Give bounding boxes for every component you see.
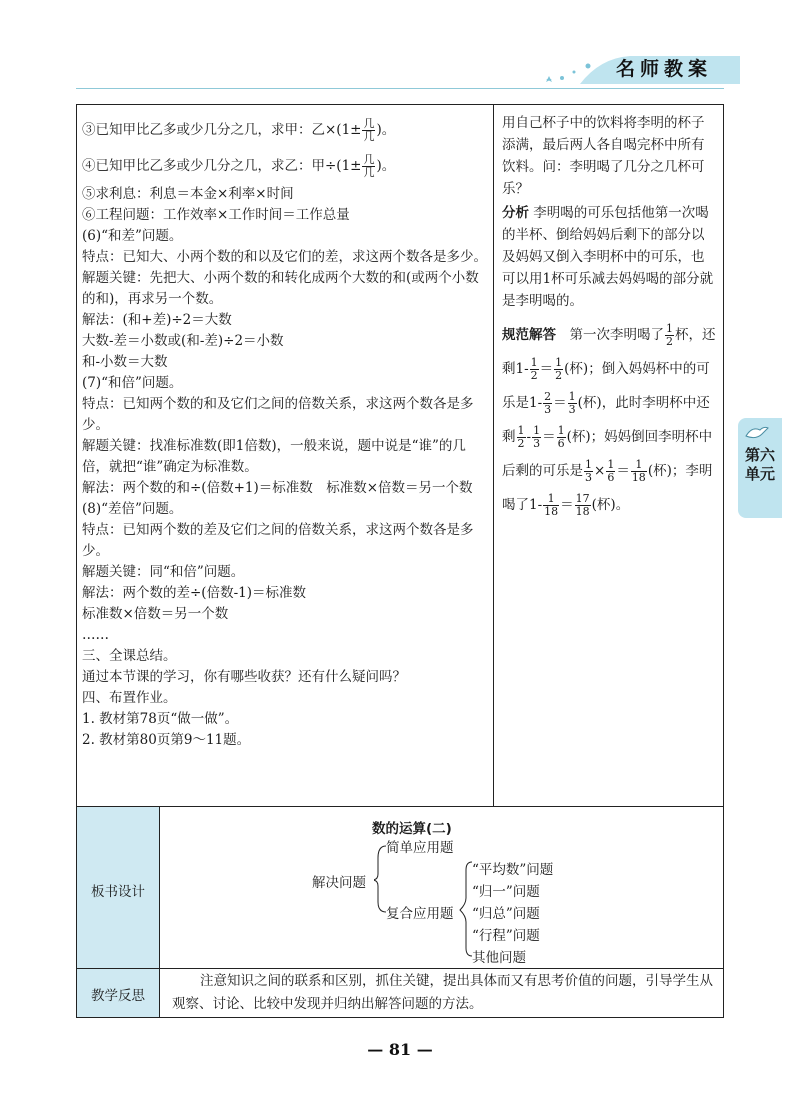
section-heading: 四、布置作业。 [82,690,177,706]
text-line: …… [82,627,109,643]
text-line: 解题关键：先把大、小两个数的和转化成两个大数的和(或两个小数的和)，再求另一个数。 [82,270,479,307]
text-line: 解法：两个数的差÷(倍数-1)＝标准数 [82,585,306,601]
row-divider [76,806,724,807]
text-line: 大数-差＝小数或(和-差)÷2＝小数 [82,333,284,349]
text-line: 和-小数＝大数 [82,354,168,370]
text-line: 通过本节课的学习，你有哪些收获？还有什么疑问吗？ [82,669,406,685]
answer-label: 规范解答 [502,327,556,343]
board-title: 数的运算(二) [372,821,452,837]
problem-text: 用自己杯子中的饮料将李明的杯子添满，最后两人各自喝完杯中所有饮料。问：李明喝了几分之几杯可乐？ [502,115,705,197]
board-brace-diagram [374,836,484,962]
board-root-node: 解决问题 [312,875,366,891]
lesson-left-column [82,112,490,751]
bird-icon [744,422,770,442]
fraction: $\frac{1}{18}$ [544,492,559,518]
section-heading: (8)“差倍”问题。 [82,501,183,517]
fraction: $\frac{2}{3}$ [544,390,552,416]
column-divider [493,104,494,806]
fraction: $\frac{1}{2}$ [517,424,525,450]
fraction: $\frac{1}{3}$ [533,424,541,450]
homework-item: 2. 教材第80页第9～11题。 [82,732,251,748]
answer-block: 规范解答 第一次李明喝了 $\frac{1}{2}$ 杯，还剩1- $\frac{1}{2}$ ＝ $\frac{1}{2}$ (杯)；倒入妈妈杯中的可乐是1- $\frac{2}{3}$ ＝ $\frac{1}{3}$ (杯)，此时李明杯中还剩 $\frac{1}{2}$ - $\frac{1}{3}$ ＝ $\frac{1}{6}$ (杯)；妈妈倒回李明杯中后剩的可乐是 $\frac{1}{3}$ × $\frac{1}{6}$ ＝ $\frac{1}{18}$ (杯)；李明喝了1- $\frac{1}{18}$ ＝ $\frac{17}{18}$ (杯)。 [502,322,716,518]
header-title: 名师教案 [616,58,713,80]
text-line: 特点：已知两个数的差及它们之间的倍数关系，求这两个数各是多少。 [82,522,474,559]
fraction: $\frac{\text{几}}{\text{几}}$ [363,117,375,143]
text-line: 特点：已知两个数的和及它们之间的倍数关系，求这两个数各是多少。 [82,396,474,433]
board-leaf-item: 其他问题 [472,950,526,966]
header-rule [76,88,724,89]
text-line: 解法：(和+差)÷2＝大数 [82,312,232,328]
board-complex-node: 复合应用题 [386,906,454,922]
formula-line: ④已知甲比乙多或少几分之几，求乙：甲÷(1± $\frac{\text{几}}{\text{几}}$ )。 [82,153,396,179]
board-leaf-item: “行程”问题 [472,928,540,944]
board-leaf-item: “归一”问题 [472,884,540,900]
section-heading: 三、全课总结。 [82,648,177,664]
fraction: $\frac{1}{6}$ [607,458,615,484]
text-line: 解题关键：找准标准数(即1倍数)，一般来说，题中说是“谁”的几倍，就把“谁”确定为标准数。 [82,438,466,475]
fraction: $\frac{\text{几}}{\text{几}}$ [363,153,375,179]
text-line: ⑤求利息：利息＝本金×利率×时间 [82,186,294,202]
label-column-divider [159,806,160,1018]
fraction: $\frac{1}{6}$ [557,424,565,450]
reflection-label: 教学反思 [91,988,145,1004]
fraction: $\frac{1}{2}$ [555,356,563,382]
analysis-block [502,202,716,312]
text-line: 标准数×倍数＝另一个数 [82,606,229,622]
fraction: $\frac{1}{18}$ [631,458,646,484]
fraction: $\frac{1}{3}$ [585,458,592,484]
lesson-right-column [502,112,716,522]
formula-line: ③已知甲比乙多或少几分之几，求甲：乙×(1± $\frac{\text{几}}{\text{几}}$ )。 [82,117,396,143]
text-line: 特点：已知大、小两个数的和以及它们的差，求这两个数各是多少。 [82,249,487,265]
analysis-text: 李明喝的可乐包括他第一次喝的半杯、倒给妈妈后剩下的部分以及妈妈又倒入李明杯中的可乐，也可以用1杯可乐减去妈妈喝的部分就是李明喝的。 [502,205,714,309]
fraction: $\frac{1}{3}$ [568,390,576,416]
section-heading: (7)“和倍”问题。 [82,375,183,391]
analysis-label: 分析 [502,205,529,221]
text-line: 解法：两个数的和÷(倍数+1)＝标准数 标准数×倍数＝另一个数 [82,480,473,496]
fraction: $\frac{1}{2}$ [666,322,673,348]
fraction: $\frac{17}{18}$ [575,492,590,518]
board-simple-node: 简单应用题 [386,840,454,856]
section-heading: (6)“和差”问题。 [82,228,183,244]
board-design-label: 板书设计 [91,884,145,900]
homework-item: 1. 教材第78页“做一做”。 [82,711,239,727]
fraction: $\frac{1}{2}$ [530,356,538,382]
text-line: ⑥工程问题：工作效率×工作时间＝工作总量 [82,207,350,223]
page-number: — 81 — [367,1040,433,1059]
board-leaf-item: “平均数”问题 [472,862,554,878]
board-leaf-item: “归总”问题 [472,906,540,922]
unit-side-tab-label: 第六单元 [745,446,776,483]
text-line: 解题关键：同“和倍”问题。 [82,564,245,580]
reflection-text: 注意知识之间的联系和区别，抓住关键，提出具体而又有思考价值的问题，引导学生从观察、讨论、比较中发现并归纳出解答问题的方法。 [172,973,713,1012]
row-divider [76,968,724,969]
